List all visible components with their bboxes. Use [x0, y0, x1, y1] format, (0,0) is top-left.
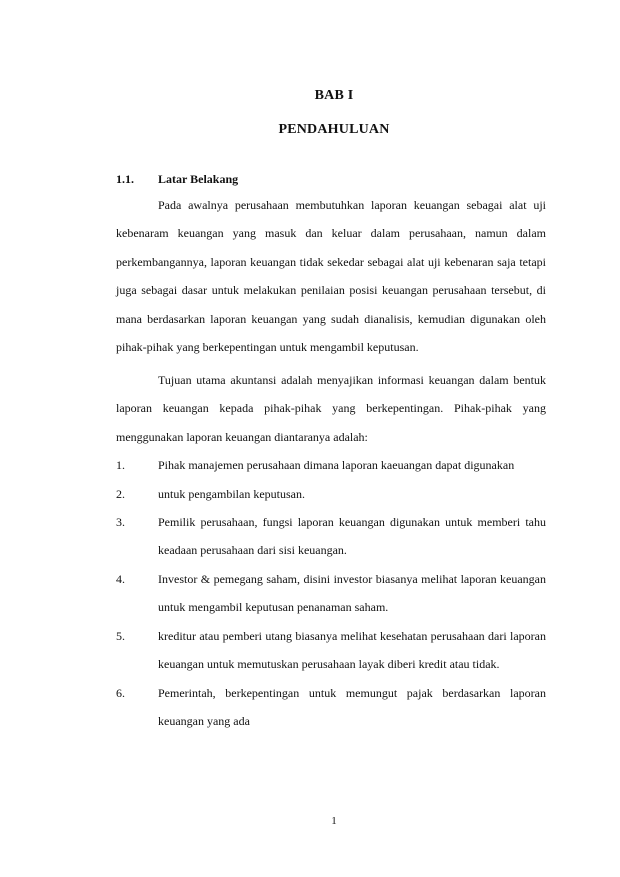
list-item: [116, 679, 546, 736]
list-item: [116, 508, 546, 565]
list-item-text: untuk pengambilan keputusan.: [158, 487, 305, 501]
list-item-number: 2.: [116, 487, 125, 501]
list-item: [116, 451, 546, 479]
chapter-title: PENDAHULUAN: [278, 122, 390, 137]
list-item-text: kreditur atau pemberi utang biasanya melihat kesehatan perusahaan dari laporan keuangan untuk memutuskan perusahaan layak diberi kredit atau tidak.: [158, 629, 546, 672]
list-item-number: 1.: [116, 458, 125, 472]
section-heading: [116, 172, 238, 187]
section-number: 1.1.: [116, 172, 134, 186]
list-item-number: 4.: [116, 572, 125, 586]
list-item: [116, 565, 546, 622]
chapter-number: BAB I: [314, 88, 354, 103]
list-item: [116, 480, 546, 508]
list-item-text: Pemilik perusahaan, fungsi laporan keuangan digunakan untuk memberi tahu keadaan perusahaan dari sisi keuangan.: [158, 515, 546, 558]
paragraph-purpose: Tujuan utama akuntansi adalah menyajikan informasi keuangan dalam bentuk laporan keuangan kepada pihak-pihak yang berkepentingan. Pihak-pihak yang menggunakan laporan keuangan diantaranya adalah:: [116, 373, 546, 444]
list-item-number: 6.: [116, 686, 125, 700]
list-item-text: Pihak manajemen perusahaan dimana laporan kaeuangan dapat digunakan: [158, 458, 515, 472]
paragraph-background: Pada awalnya perusahaan membutuhkan laporan keuangan sebagai alat uji kebenaram keuangan yang masuk dan keluar dalam perusahaan, namun dalam perkembangannya, laporan keuangan tidak sekedar sebagai alat uji kebenaran saja tetapi juga sebagai dasar untuk melakukan penilaian posisi keuangan perusahaan tersebut, di mana berdasarkan laporan keuangan yang sudah dianalisis, kemudian digunakan oleh pihak-pihak yang berkepentingan untuk mengambil keputusan.: [116, 198, 546, 355]
list-item-text: Pemerintah, berkepentingan untuk memungut pajak berdasarkan laporan keuangan yang ada: [158, 686, 546, 729]
page-number: 1: [331, 815, 337, 827]
list-item-text: Investor & pemegang saham, disini investor biasanya melihat laporan keuangan untuk mengambil keputusan penanaman saham.: [158, 572, 546, 615]
list-item-number: 3.: [116, 515, 125, 529]
list-item-number: 5.: [116, 629, 125, 643]
list-item: [116, 622, 546, 679]
section-title: Latar Belakang: [158, 172, 239, 186]
